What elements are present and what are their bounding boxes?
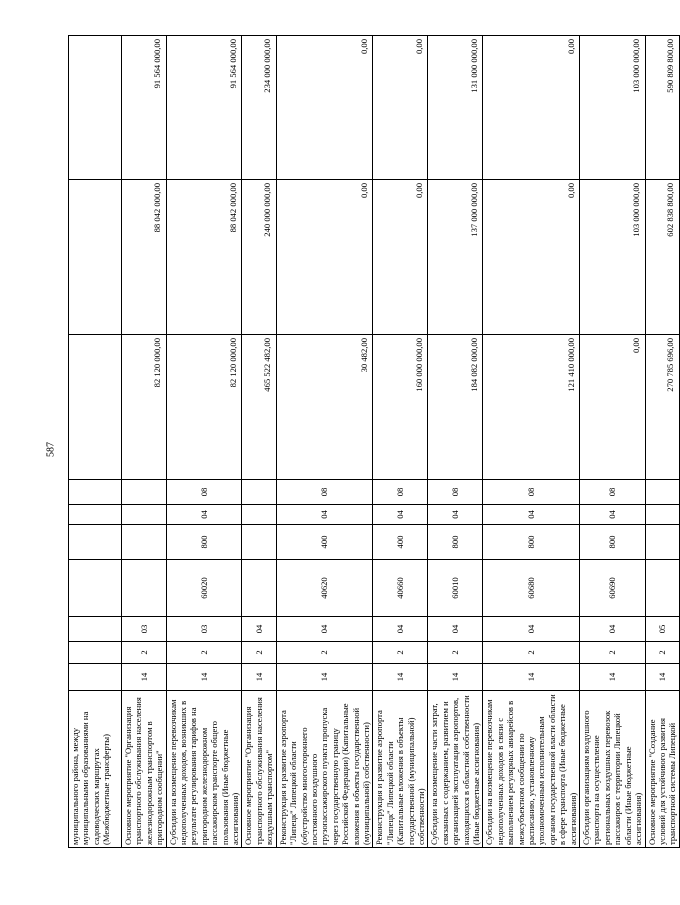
subprogram-code-cell: 2 — [580, 642, 645, 664]
amount-year-2-cell: 137 000 000,00 — [428, 180, 483, 335]
table-row — [373, 36, 428, 848]
section-cell — [69, 505, 122, 525]
subprogram-code-cell: 2 — [166, 642, 242, 664]
amount-year-3-cell: 103 000 000,00 — [580, 36, 645, 180]
subprogram-code-cell: 2 — [428, 642, 483, 664]
program-code-cell: 14 — [483, 664, 580, 691]
program-code-cell: 14 — [276, 664, 373, 691]
section-cell: 04 — [428, 505, 483, 525]
expense-type-cell: 800 — [428, 525, 483, 560]
row-name-cell: Субсидии на возмещение перевозчикам недополученных доходов в связи с выполнением регулярных авиарейсов в межсубъектном сообщении по расписанию, установленному уполномоченным исполнительным органом государственной власти области в сфере транспорта (Иные бюджетные ассигнования) — [483, 691, 580, 848]
expense-type-cell: 400 — [276, 525, 373, 560]
activity-code-cell — [69, 617, 122, 642]
amount-year-3-cell — [69, 36, 122, 180]
program-code-cell: 14 — [242, 664, 276, 691]
subsection-cell — [122, 480, 167, 505]
activity-code-cell: 04 — [580, 617, 645, 642]
program-code-cell: 14 — [580, 664, 645, 691]
page-number: 587 — [45, 442, 57, 457]
subsection-cell — [645, 480, 679, 505]
direction-code-cell: 40660 — [373, 560, 428, 617]
activity-code-cell: 03 — [122, 617, 167, 642]
row-name-cell: Реконструкция и развитие аэропорта "Липецк" Липецкой области (Капитальные вложения в объекты государственной (муниципальной) собственности) — [373, 691, 428, 848]
subsection-cell: 08 — [428, 480, 483, 505]
amount-year-3-cell: 91 564 000,00 — [166, 36, 242, 180]
direction-code-cell: 60020 — [166, 560, 242, 617]
expense-type-cell: 800 — [580, 525, 645, 560]
direction-code-cell — [122, 560, 167, 617]
program-code-cell: 14 — [373, 664, 428, 691]
amount-year-3-cell: 0,00 — [483, 36, 580, 180]
table-row — [242, 36, 276, 848]
activity-code-cell: 04 — [242, 617, 276, 642]
amount-year-2-cell: 0,00 — [373, 180, 428, 335]
table-row — [69, 36, 122, 848]
table-row — [122, 36, 167, 848]
amount-year-1-cell: 160 000 000,00 — [373, 335, 428, 480]
table-row — [580, 36, 645, 848]
budget-table — [68, 35, 680, 848]
direction-code-cell — [645, 560, 679, 617]
table-row — [166, 36, 242, 848]
row-name-cell: Реконструкция и развитие аэропорта "Липецк" Липецкой области (обустройство многостороннего постоянного воздушного грузопассажирского пункта пропуска через государственную границу Российской Федерации) (Капитальные вложения в объекты государственной (муниципальной) собственности) — [276, 691, 373, 848]
row-name-cell: Основное мероприятие "Организация транспортного обслуживания населения железнодорожным транспортом в пригородном сообщении" — [122, 691, 167, 848]
expense-type-cell — [645, 525, 679, 560]
row-name-cell: Субсидии на возмещение части затрат, связанных с содержанием, развитием и организацией эксплуатации аэропортов, находящихся в областной собственности (Иные бюджетные ассигнования) — [428, 691, 483, 848]
table-row — [645, 36, 679, 848]
amount-year-2-cell — [69, 180, 122, 335]
amount-year-2-cell: 88 042 000,00 — [166, 180, 242, 335]
direction-code-cell — [69, 560, 122, 617]
section-cell: 04 — [483, 505, 580, 525]
section-cell — [242, 505, 276, 525]
table-row — [483, 36, 580, 848]
amount-year-2-cell: 88 042 000,00 — [122, 180, 167, 335]
amount-year-2-cell: 0,00 — [483, 180, 580, 335]
program-code-cell: 14 — [122, 664, 167, 691]
subprogram-code-cell: 2 — [645, 642, 679, 664]
subsection-cell: 08 — [580, 480, 645, 505]
amount-year-3-cell: 131 000 000,00 — [428, 36, 483, 180]
rotated-page — [68, 36, 678, 848]
expense-type-cell: 800 — [166, 525, 242, 560]
amount-year-1-cell: 0,00 — [580, 335, 645, 480]
amount-year-3-cell: 0,00 — [276, 36, 373, 180]
subprogram-code-cell: 2 — [373, 642, 428, 664]
direction-code-cell: 60690 — [580, 560, 645, 617]
activity-code-cell: 04 — [276, 617, 373, 642]
section-cell: 04 — [276, 505, 373, 525]
program-code-cell: 14 — [645, 664, 679, 691]
section-cell: 04 — [166, 505, 242, 525]
subsection-cell — [69, 480, 122, 505]
expense-type-cell — [122, 525, 167, 560]
amount-year-1-cell: 30 482,00 — [276, 335, 373, 480]
activity-code-cell: 04 — [483, 617, 580, 642]
section-cell — [645, 505, 679, 525]
expense-type-cell — [242, 525, 276, 560]
subprogram-code-cell: 2 — [242, 642, 276, 664]
subsection-cell: 08 — [373, 480, 428, 505]
amount-year-3-cell: 590 809 800,00 — [645, 36, 679, 180]
subsection-cell: 08 — [483, 480, 580, 505]
amount-year-3-cell: 0,00 — [373, 36, 428, 180]
program-code-cell: 14 — [166, 664, 242, 691]
activity-code-cell: 05 — [645, 617, 679, 642]
expense-type-cell — [69, 525, 122, 560]
subprogram-code-cell — [69, 642, 122, 664]
section-cell: 04 — [373, 505, 428, 525]
activity-code-cell: 03 — [166, 617, 242, 642]
subsection-cell: 08 — [276, 480, 373, 505]
amount-year-2-cell: 0,00 — [276, 180, 373, 335]
amount-year-2-cell: 602 838 800,00 — [645, 180, 679, 335]
amount-year-3-cell: 234 000 000,00 — [242, 36, 276, 180]
subsection-cell: 08 — [166, 480, 242, 505]
subprogram-code-cell: 2 — [122, 642, 167, 664]
expense-type-cell: 800 — [483, 525, 580, 560]
amount-year-1-cell: 184 082 000,00 — [428, 335, 483, 480]
direction-code-cell: 40620 — [276, 560, 373, 617]
amount-year-2-cell: 103 000 000,00 — [580, 180, 645, 335]
row-name-cell: Основное мероприятие "Создание условий для устойчивого развития транспортной системы Липецкой — [645, 691, 679, 848]
expense-type-cell: 400 — [373, 525, 428, 560]
row-name-cell: Субсидии на возмещение перевозчикам недополученных доходов, возникших в результате регулирования тарифов на пригородном железнодорожном пассажирском транспорте общего пользования (Иные бюджетные ассигнования) — [166, 691, 242, 848]
amount-year-1-cell — [69, 335, 122, 480]
activity-code-cell: 04 — [428, 617, 483, 642]
amount-year-3-cell: 91 564 000,00 — [122, 36, 167, 180]
row-name-cell: муниципального района, между муниципальными образованиями на садоводческих маршрутах (Межбюджетные трансферты) — [69, 691, 122, 848]
row-name-cell: Субсидии организациям воздушного транспорта на осуществление региональных воздушных перевозок пассажиров с территории Липецкой области (Иные бюджетные ассигнования) — [580, 691, 645, 848]
subprogram-code-cell: 2 — [276, 642, 373, 664]
amount-year-1-cell: 465 522 482,00 — [242, 335, 276, 480]
program-code-cell — [69, 664, 122, 691]
amount-year-1-cell: 270 785 696,00 — [645, 335, 679, 480]
section-cell: 04 — [580, 505, 645, 525]
table-row — [428, 36, 483, 848]
direction-code-cell: 60010 — [428, 560, 483, 617]
program-code-cell: 14 — [428, 664, 483, 691]
direction-code-cell: 60680 — [483, 560, 580, 617]
direction-code-cell — [242, 560, 276, 617]
subsection-cell — [242, 480, 276, 505]
amount-year-1-cell: 82 120 000,00 — [166, 335, 242, 480]
activity-code-cell: 04 — [373, 617, 428, 642]
table-row — [276, 36, 373, 848]
section-cell — [122, 505, 167, 525]
amount-year-1-cell: 82 120 000,00 — [122, 335, 167, 480]
row-name-cell: Основное мероприятие "Организация транспортного обслуживания населения воздушным транспортом" — [242, 691, 276, 848]
amount-year-1-cell: 121 410 000,00 — [483, 335, 580, 480]
subprogram-code-cell: 2 — [483, 642, 580, 664]
amount-year-2-cell: 240 000 000,00 — [242, 180, 276, 335]
